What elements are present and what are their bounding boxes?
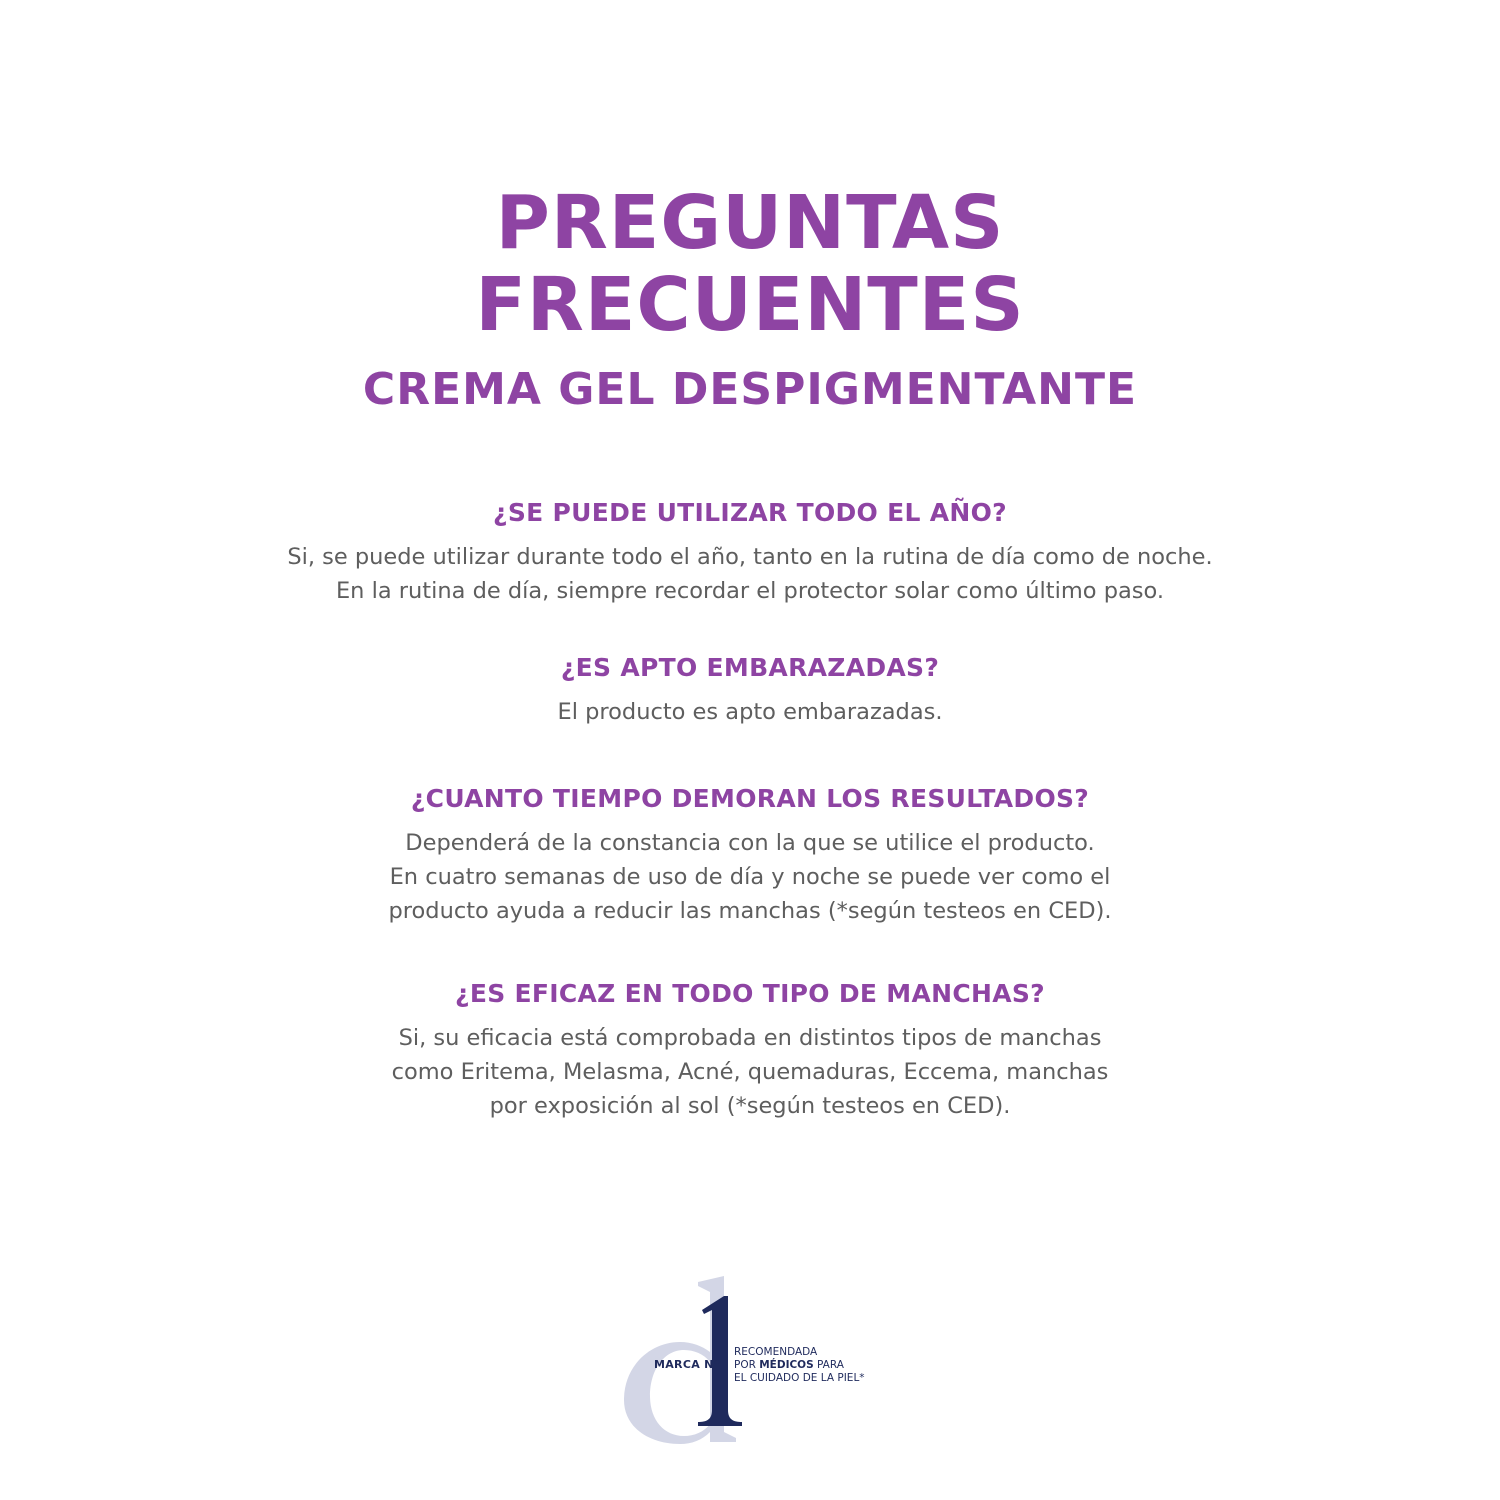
faq-answer-line: producto ayuda a reducir las manchas (*según testeos en CED). bbox=[388, 898, 1112, 924]
faq-answer-line: como Eritema, Melasma, Acné, quemaduras, Eccema, manchas bbox=[391, 1059, 1109, 1085]
title-line-1: PREGUNTAS bbox=[495, 180, 1005, 266]
faq-answer-line: Si, se puede utilizar durante todo el año, tanto en la rutina de día como de noche. bbox=[287, 544, 1213, 570]
faq-answer-line: En la rutina de día, siempre recordar el protector solar como último paso. bbox=[335, 578, 1165, 604]
logo-tagline-bold: MÉDICOS bbox=[759, 1359, 814, 1371]
faq-answer-line: El producto es apto embarazadas. bbox=[557, 699, 943, 725]
faq-question: ¿ES EFICAZ EN TODO TIPO DE MANCHAS? bbox=[455, 979, 1045, 1008]
logo-tagline-suffix: PARA bbox=[813, 1359, 844, 1371]
title-line-2: FRECUENTES bbox=[475, 262, 1025, 348]
faq-item bbox=[0, 784, 1500, 928]
faq-item bbox=[0, 498, 1500, 608]
product-subtitle: CREMA GEL DESPIGMENTANTE bbox=[362, 364, 1138, 415]
faq-answer bbox=[0, 826, 1500, 928]
logo-tagline-prefix: POR bbox=[734, 1359, 760, 1371]
faq-question: ¿CUANTO TIEMPO DEMORAN LOS RESULTADOS? bbox=[410, 784, 1090, 813]
faq-answer bbox=[0, 695, 1500, 729]
faq-answer-line: Si, su eficacia está comprobada en distintos tipos de manchas bbox=[398, 1025, 1102, 1051]
faq-item bbox=[0, 653, 1500, 729]
faq-question: ¿SE PUEDE UTILIZAR TODO EL AÑO? bbox=[493, 498, 1007, 527]
logo-tagline-line bbox=[734, 1359, 865, 1372]
brand-logo bbox=[600, 1262, 900, 1462]
faq-item bbox=[0, 979, 1500, 1123]
faq-answer-line: por exposición al sol (*según testeos en CED). bbox=[489, 1093, 1011, 1119]
page-title bbox=[0, 182, 1500, 346]
faq-answer bbox=[0, 540, 1500, 608]
faq-answer-line: Dependerá de la constancia con la que se utilice el producto. bbox=[405, 830, 1095, 856]
faq-answer-line: En cuatro semanas de uso de día y noche se puede ver como el bbox=[389, 864, 1111, 890]
faq-answer bbox=[0, 1021, 1500, 1123]
logo-tagline-line: RECOMENDADA bbox=[734, 1346, 818, 1358]
logo-tagline-line: EL CUIDADO DE LA PIEL* bbox=[734, 1372, 865, 1384]
logo-tagline bbox=[734, 1346, 865, 1385]
logo-marca-text: MARCA Nº bbox=[654, 1358, 721, 1371]
faq-question: ¿ES APTO EMBARAZADAS? bbox=[560, 653, 940, 682]
